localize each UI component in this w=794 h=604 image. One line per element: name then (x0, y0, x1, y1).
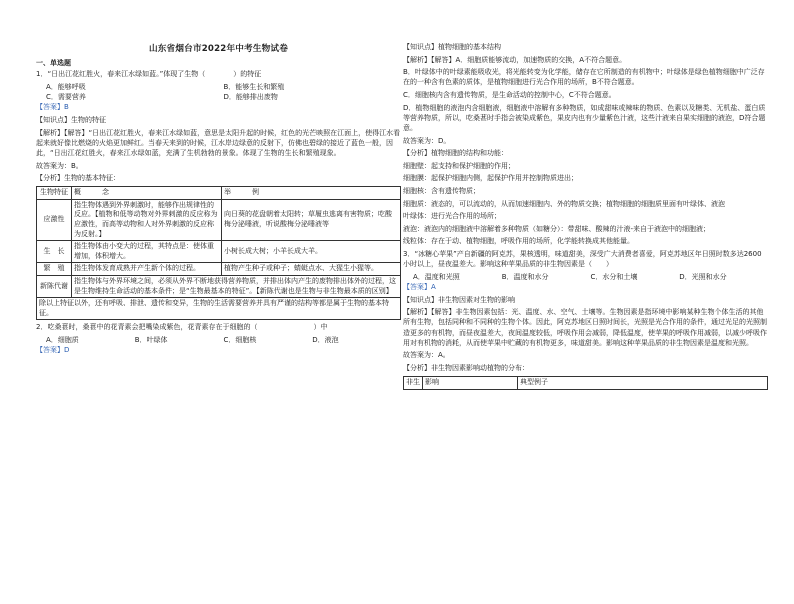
traits-table (36, 186, 401, 321)
option-d: D．能够排出废物 (223, 93, 278, 102)
table-footer: 除以上特征以外，还有呼吸、排泄、遗传和变异，生物的生活需要营养并具有严谨的结构等都是属于生物的基本特征。 (37, 298, 401, 320)
cell-part: 线粒体：存在于动、植物细胞，呼吸作用的场所，化学能转换成其他能量。 (403, 237, 634, 246)
option-c: C．水分和土壤 (590, 272, 638, 281)
fenxi: 【分析】非生物因素影响动植物的分布： (403, 363, 529, 372)
table-header-row (404, 376, 768, 389)
option-b: B．能够生长和繁殖 (223, 83, 285, 91)
option-c: C．细胞核 (223, 335, 257, 344)
trait-name: 生 长 (37, 241, 72, 263)
table-header-row (37, 186, 401, 199)
question-stem: 3．“冰糖心苹果”产自新疆的阿克苏，果核透明，味道甜美，深受广大消费者喜爱，阿克苏地区年日照时数多达2600小时以上，昼夜温差大。影响这种苹果品质的非生物因素是（ ） (403, 249, 762, 269)
table-header: 非生 (404, 376, 423, 389)
cell-part: 液泡：液泡内的细胞液中溶解着多种物质（如糖分）：带甜味、酸辣的汁液-来自于液泡中的细胞液； (403, 224, 711, 233)
table-row (37, 199, 401, 240)
answer: 【答案】D (36, 346, 70, 355)
table-row (37, 241, 401, 263)
trait-example: 向日葵的花盘朝着太阳转；草履虫逃离有害物质；吃酸梅分泌唾液，听说酸梅分泌唾液等 (222, 199, 401, 240)
option-a: A．温度和光照 (413, 272, 460, 281)
trait-example: 植物产生种子或种子；蜻蜓点水、大猩生小猩等。 (222, 263, 401, 276)
section-heading: 一、单选题 (36, 59, 71, 68)
right-column (403, 42, 768, 604)
fenxi: 【分析】生物的基本特征： (36, 174, 120, 183)
table-row (37, 298, 401, 320)
table-row (37, 263, 401, 276)
trait-example: 小树长成大树；小羊长成大羊。 (222, 241, 401, 263)
analysis: 【解析】【解答】A．细胞质能够流动，加速物质的交换，A不符合题意。 (403, 55, 627, 64)
conclusion: 故答案为：D。 (403, 136, 451, 145)
question-stem: 2．吃桑葚时，桑葚中的花青素会把嘴染成紫色，花青素存在于细胞的（ ）中 (36, 323, 328, 332)
trait-name: 繁 殖 (37, 263, 72, 276)
trait-name: 新陈代谢 (37, 275, 72, 297)
trait-concept: 指生物体由小变大的过程，其特点是：使体重增加，体积增大。 (72, 241, 222, 263)
analysis: C．细胞核内含有遗传物质，是生命活动的控制中心，C不符合题意。 (403, 90, 616, 99)
answer: 【答案】B (36, 103, 69, 112)
analysis: B．叶绿体中的叶绿素能吸收光，将光能转变为化学能，储存在它所制造的有机物中；叶绿体是绿色植物细胞中广泛存在的一种含有色素的质体，是植物细胞进行光合作用的场所，B不符合题意。 (403, 68, 765, 87)
table-row (37, 275, 401, 297)
knowledge-point: 【知识点】非生物因素对生物的影响 (403, 295, 515, 304)
cell-part: 细胞壁：起支持和保护细胞的作用； (403, 161, 515, 170)
trait-name: 应激性 (37, 199, 72, 240)
analysis: 【解析】【解答】“日出江花红胜火，春来江水绿如蓝，意思是太阳升起的时候，红色的光芒映照在江面上，使得江水看起来就好像比燃烧的火焰更加鲜红。当春天来到的时候，江水岸边绿意的反射下，仿佛也碧绿的接近了蓝色一般，因此，“日出江花红胜火，春来江水绿如蓝，充满了生机勃勃的景象。体现了生物的生长和繁殖现象。 (36, 128, 401, 157)
options (36, 335, 401, 345)
factor-table (403, 376, 768, 390)
option-a: A．细胞质 (46, 335, 79, 344)
table-header: 举 例 (222, 186, 401, 199)
conclusion: 故答案为：B。 (36, 161, 83, 170)
option-c: C．需要营养 (46, 93, 86, 102)
cell-part: 细胞质：液态的，可以流动的，从而加速细胞内、外的物质交换；植物细胞的细胞质里面有叶绿体、液泡 (403, 199, 725, 208)
cell-part: 细胞核：含有遗传物质； (403, 186, 480, 195)
option-b: B．温度和水分 (501, 272, 549, 281)
trait-concept: 指生物体发育成熟并产生新个体的过程。 (72, 263, 222, 276)
trait-concept: 指生物体与外界环境之间，必须从外界不断地获得营养物质，并排出体内产生的废物排出体外的过程，这是生物维持生命活动的基本条件；是“生物最基本的特征”。【新陈代谢也是生物与非生物最本质的区别】 (72, 275, 401, 297)
trait-concept: 指生物体遇到外界刺激时，能够作出规律性的反应。【植物和低等动物对外界刺激的反应称为应激性，而高等动物和人对外界刺激的反应称为反射。】 (72, 199, 222, 240)
fenxi: 【分析】植物细胞的结构和功能： (403, 149, 508, 158)
option-b: B．叶绿体 (134, 335, 168, 344)
options (36, 82, 401, 102)
table-header: 典型例子 (518, 376, 768, 389)
knowledge-point: 【知识点】生物的特征 (36, 116, 106, 124)
left-column (36, 0, 401, 562)
knowledge-point: 【知识点】植物细胞的基本结构 (403, 43, 501, 51)
option-a: A．能够呼吸 (46, 83, 86, 91)
analysis: 【解析】【解答】非生物因素包括：光、温度、水、空气、土壤等。生物因素是指环境中影响某种生物个体生活的其他所有生物，包括同种和不同种的生物个体。因此，阿克苏地区日照时间长，光照是光合作用的条件，通过光足的光照制造更多的有机物，而昼夜温差大，夜间温度较低，呼吸作用会减弱，降低温度，使苹果的呼吸作用减弱，以减少呼吸作用对有机物的消耗，从而使苹果中贮藏的有机物更多，味道甜美。影响这种苹果品质的非生物因素是温度和光照。 (403, 308, 767, 347)
conclusion: 故答案为：A。 (403, 351, 450, 360)
question-stem: 1．“日出江花红胜火，春来江水绿如蓝。”体现了生物（ ）的特征 (36, 70, 262, 79)
table-header: 影响 (423, 376, 518, 389)
table-header: 概 念 (72, 186, 222, 199)
analysis: D．植物细胞的液泡内含细胞液，细胞液中溶解有多种物质，如成甜味或辣味的物质、色素以及糖类、无机盐、蛋白质等营养物质，所以，吃桑葚时手指会被染成紫色，果皮内也有少量紫色汁液，这些汁液来自果实细胞的液泡，D符合题意。 (403, 103, 766, 132)
option-d: D．光照和水分 (679, 272, 727, 281)
cell-part: 叶绿体：进行光合作用的场所； (403, 212, 501, 221)
option-d: D．液泡 (312, 335, 339, 344)
cell-part: 细胞膜：起保护细胞内侧，起保护作用并控制物质进出； (403, 174, 578, 183)
answer: 【答案】A (403, 282, 436, 291)
table-header: 生物特征 (37, 186, 72, 199)
options (403, 272, 768, 282)
page-title: 山东省烟台市2022年中考生物试卷 (148, 44, 289, 54)
